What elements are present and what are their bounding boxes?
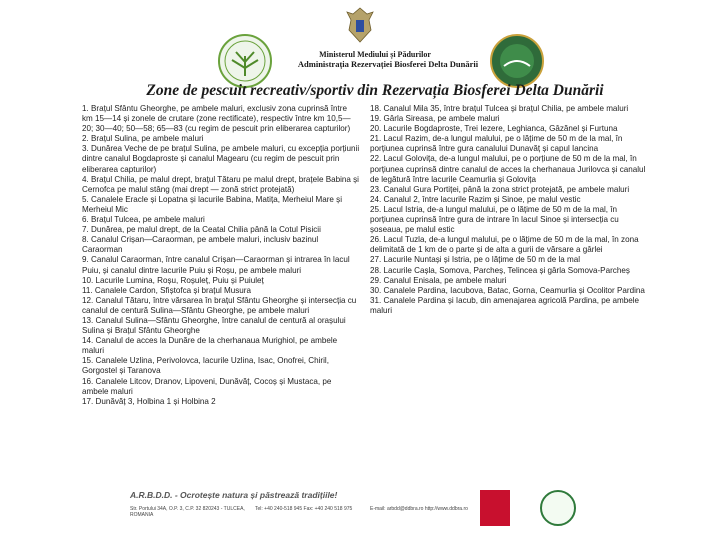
zone-item: 11. Canalele Cardon, Sfiștofca și brațul Musura [82, 285, 252, 295]
zone-item: 4. Brațul Chilia, pe malul drept, brațul Tătaru pe malul drept, brațele Babina și Cernofca pe malul stâng (mai drept — zonă strict protejată) [82, 174, 359, 194]
administration-name: Administrația Rezervației Biosferei Delta Dunării [297, 59, 479, 69]
zone-item: 22. Lacul Golovița, de-a lungul malului, pe o porțiune de 50 m de la mal, în porțiunea cuprinsă dintre canalul de acces la cherhanaua Jurilovca și canalul de legătură între lacurile Ceamurlia și Golovița [370, 154, 646, 184]
page-header [0, 0, 720, 99]
zone-item: 20. Lacurile Bogdaproste, Trei Iezere, Leghianca, Gâzănel și Furtuna [370, 124, 618, 134]
zone-item: 29. Canalul Enisala, pe ambele maluri [370, 275, 507, 285]
footer-email: E-mail: arbdd@ddbra.ro http://www.ddbra.ro [370, 506, 468, 512]
zone-item: 31. Canalele Pardina și Iacub, din amenajarea agricolă Pardina, pe ambele maluri [370, 295, 640, 315]
footer-phone: Tel: +40 240-518 945 Fax: +40 240 518 975 [255, 506, 353, 512]
ministry-name: Ministerul Mediului și Pădurilor [319, 50, 431, 59]
page-footer [130, 490, 590, 536]
zone-item: 3. Dunărea Veche de pe brațul Sulina, pe ambele maluri, cu excepția porțiunii dintre canalul Bogdaproste și canalul Magearu (cu regim de pescuit prin eliberarea capturilor) [82, 144, 360, 174]
zone-item: 5. Canalele Eracle și Lopatna și lacurile Babina, Matița, Merheiul Mare și Merheiul Mic [82, 194, 343, 214]
zone-item: 17. Dunăvăț 3, Holbina 1 și Holbina 2 [82, 396, 216, 406]
zone-item: 1. Brațul Sfântu Gheorghe, pe ambele maluri, exclusiv zona cuprinsă între km 15—14 și zonele de crutare (zone rectificate), respectiv între km 10,5—20; 30—40; 50—58; 65—83 (cu regim de pescuit prin eliberarea capturilor) [82, 104, 351, 134]
zone-item: 9. Canalul Caraorman, între canalul Crișan—Caraorman și intrarea în lacul Puiu, și canalul dintre lacurile Puiu și Roșu, pe ambele maluri [82, 255, 350, 275]
zone-item: 18. Canalul Mila 35, între brațul Tulcea și brațul Chilia, pe ambele maluri [370, 104, 629, 113]
zone-item: 12. Canalul Tătaru, între vărsarea în brațul Sfântu Gheorghe și intersecția cu canalul de centură Sulina—Sfântu Gheorghe, pe ambele maluri [82, 295, 357, 315]
zone-item: 21. Lacul Razim, de-a lungul malului, pe o lățime de 50 m de la mal, în porțiunea cuprinsă între gura canalului Dunavăț și capul Iancina [370, 134, 623, 154]
zone-item: 14. Canalul de acces la Dunăre de la cherhanaua Murighiol, pe ambele maluri [82, 336, 338, 356]
tree-logo-icon [218, 34, 272, 88]
zone-item: 25. Lacul Istria, de-a lungul malului, pe o lățime de 50 m de la mal, în porțiunea cuprinsă între gura de intrare în lacul Sinoe și intersecția cu șoseaua, pe malul estic [370, 204, 619, 235]
zone-item: 30. Canalele Pardina, Iacubova, Batac, Gorna, Ceamurlia și Ocolitor Pardina [370, 285, 645, 295]
romania-crest-icon [345, 6, 375, 46]
zone-item: 24. Canalul 2, între lacurile Razim și Sinoe, pe malul vestic [370, 194, 581, 204]
certified-quality-seal-icon [540, 490, 576, 526]
page-title: Zone de pescuit recreativ/sportiv din Rezervația Biosferei Delta Dunării [146, 82, 604, 99]
zone-item: 15. Canalele Uzlina, Perivolovca, lacurile Uzlina, Isac, Onofrei, Chiril, Gorgostel și Taranova [82, 356, 329, 376]
zone-item: 2. Brațul Sulina, pe ambele maluri [82, 134, 204, 144]
right-column [370, 104, 648, 316]
zone-item: 23. Canalul Gura Portiței, până la zona strict protejată, pe ambele maluri [370, 184, 630, 194]
zone-item: 16. Canalele Litcov, Dranov, Lipoveni, Dunăvăț, Cocoș și Mustaca, pe ambele maluri [82, 376, 332, 396]
zone-item: 10. Lacurile Lumina, Roșu, Roșuleț, Puiu și Puiuleț [82, 275, 264, 285]
zone-item: 19. Gârla Sireasa, pe ambele maluri [370, 114, 500, 124]
zone-item: 6. Brațul Tulcea, pe ambele maluri [82, 215, 205, 225]
zone-item: 27. Lacurile Nuntași și Istria, pe o lățime de 50 m de la mal [370, 255, 581, 265]
left-column [82, 104, 360, 407]
zone-item: 26. Lacul Tuzla, de-a lungul malului, pe o lățime de 50 m de la mal, în zona delimitată de 1 km de o parte și de alta a gurii de vărsare a gârlei [370, 235, 639, 255]
iso-certification-badge-icon [480, 490, 510, 526]
zone-item: 13. Canalul Sulina—Sfântu Gheorghe, între canalul de centură al orașului Sulina și Brațul Sfântu Gheorghe [82, 315, 346, 336]
footer-motto: A.R.B.D.D. - Ocrotește natura și păstrează tradițiile! [130, 490, 338, 500]
footer-address: Str. Portului 34A, O.P. 3, C.P. 32 820243 - TULCEA, ROMANIA [130, 506, 245, 518]
zone-item: 7. Dunărea, pe malul drept, de la Ceatal Chilia până la Cotul Pisicii [82, 225, 321, 235]
zone-item: 28. Lacurile Cașla, Somova, Parcheș, Telincea și gârla Somova-Parcheș [370, 265, 630, 275]
fishing-zones-document [82, 104, 648, 494]
zone-item: 8. Canalul Crișan—Caraorman, pe ambele maluri, inclusiv bazinul Caraorman [82, 235, 319, 255]
